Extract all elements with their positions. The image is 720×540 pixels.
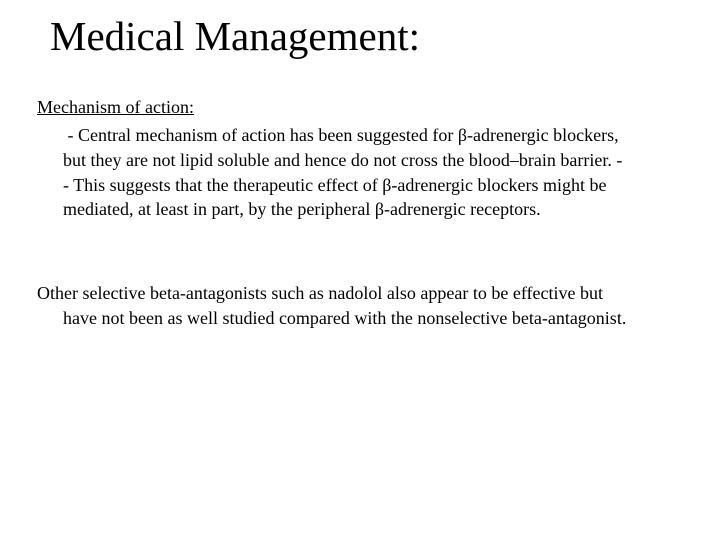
paragraph-line: - Central mechanism of action has been suggested for β-adrenergic blockers,	[63, 125, 619, 145]
paragraph-line: - This suggests that the therapeutic effect of β-adrenergic blockers might be	[63, 175, 607, 195]
paragraph-line: have not been as well studied compared with the nonselective beta-antagonist.	[63, 308, 627, 328]
paragraph-line: Other selective beta-antagonists such as nadolol also appear to be effective but	[37, 283, 603, 303]
section-heading: Mechanism of action:	[37, 97, 194, 117]
slide-title: Medical Management:	[50, 13, 421, 59]
paragraph-line: mediated, at least in part, by the peripheral β-adrenergic receptors.	[63, 199, 541, 219]
paragraph-line: but they are not lipid soluble and hence do not cross the blood–brain barrier. -	[63, 150, 623, 170]
